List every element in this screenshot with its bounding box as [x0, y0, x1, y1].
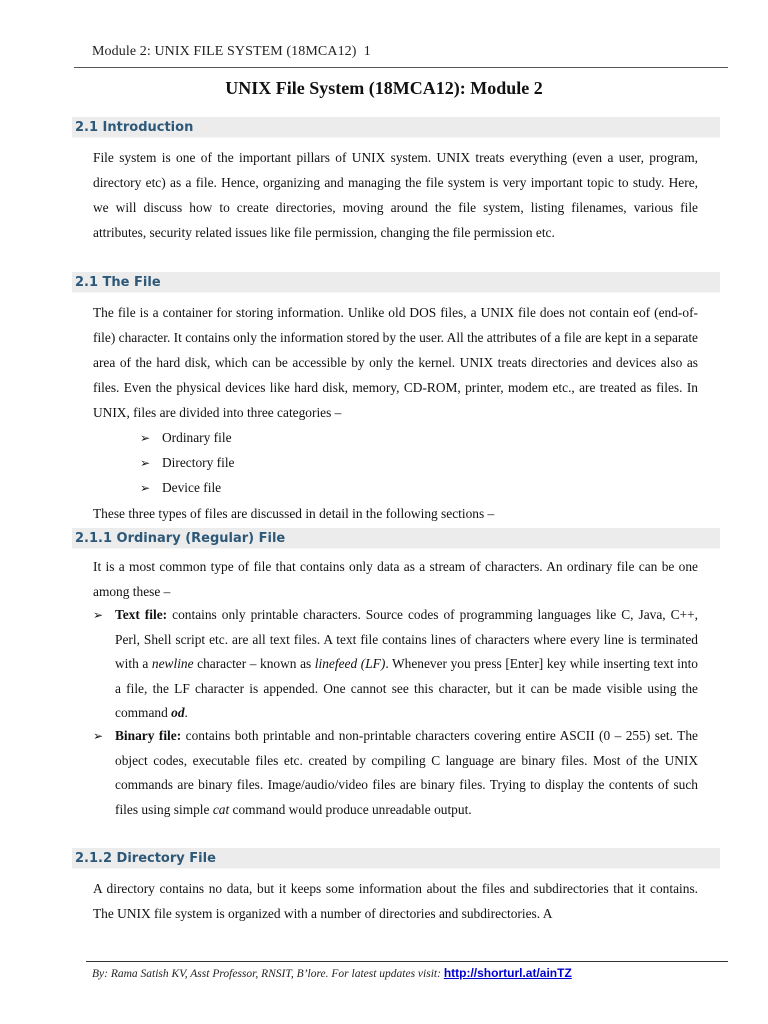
category-ordinary: Ordinary file [162, 430, 232, 445]
page-number: 1 [363, 44, 371, 59]
text-file-description [115, 603, 698, 726]
file-types-closing: These three types of files are discussed in detail in the following sections – [93, 506, 495, 521]
section-heading-ordinary-file: 2.1.1 Ordinary (Regular) File [72, 528, 720, 549]
running-header [92, 44, 371, 60]
file-categories-list [140, 425, 235, 500]
text-file-item [93, 603, 698, 726]
list-item [140, 475, 235, 500]
category-directory: Directory file [162, 455, 235, 470]
arrow-bullet-icon: ➢ [93, 729, 104, 743]
the-file-paragraph: The file is a container for storing information. Unlike old DOS files, a UNIX file does not contain eof (end-of-file) character. It contains only the information stored by the user. All the attributes of a file are kept in a separate area of the hard disk, which can be accessible by only the kernel. UNIX treats directories and devices also as files. Even the physical devices like hard disk, memory, CD-ROM, printer, modem etc., are treated as files. In UNIX, files are divided into three categories – [93, 305, 698, 420]
list-item [140, 425, 235, 450]
footer-credit: By: Rama Satish KV, Asst Professor, RNSIT, B’lore. For latest updates visit: [92, 968, 444, 980]
od-command: od [171, 705, 185, 720]
arrow-bullet-icon: ➢ [140, 481, 151, 495]
cat-command: cat [212, 801, 230, 817]
binary-file-part1: contains both printable and non-printable characters covering entire ASCII (0 – 255) set. The object codes, executable files etc. created by compiling C language are binary files. Most of the UNIX commands are binary files. Image/audio/video files are binary files. Trying to display the contents of such files using simple [115, 728, 698, 817]
section-heading-directory-file: 2.1.2 Directory File [72, 848, 720, 869]
header-rule [74, 67, 728, 68]
arrow-bullet-icon: ➢ [140, 456, 151, 470]
section-heading-introduction: 2.1 Introduction [72, 117, 720, 138]
arrow-bullet-icon: ➢ [140, 431, 151, 445]
linefeed-term: linefeed (LF) [314, 656, 386, 671]
newline-term: newline [151, 656, 194, 671]
running-header-title: Module 2: UNIX FILE SYSTEM (18MCA12) [92, 44, 357, 59]
footer-rule [86, 961, 728, 962]
document-title: UNIX File System (18MCA12): Module 2 [225, 78, 543, 98]
arrow-bullet-icon: ➢ [93, 608, 104, 622]
binary-file-item [93, 724, 698, 822]
text-file-label: Text file: [115, 607, 168, 622]
binary-file-part2: command would produce unreadable output. [229, 801, 472, 817]
introduction-paragraph: File system is one of the important pillars of UNIX system. UNIX treats everything (even a user, program, directory etc) as a file. Hence, organizing and managing the file system is very important topic to study. Here, we will discuss how to create directories, moving around the file system, listing filenames, various file attributes, security related issues like file permission, changing the file permission etc. [93, 150, 698, 240]
page-footer [92, 966, 572, 980]
list-item [140, 450, 235, 475]
category-device: Device file [162, 480, 222, 495]
section-heading-the-file: 2.1 The File [72, 272, 720, 293]
updates-link[interactable]: http://shorturl.at/ainTZ [443, 966, 572, 980]
directory-file-paragraph: A directory contains no data, but it keeps some information about the files and subdirectories that it contains. The UNIX file system is organized with a number of directories and subdirectories. A [93, 881, 698, 921]
text-file-part1: contains only printable characters. Source codes of programming languages like C, Java, C++, Perl, Shell script etc. are all text files. A text file contains lines of characters where every line is terminated with a [115, 607, 699, 671]
text-file-part3: . Whenever you press [Enter] key while inserting text into a file, the LF character is appended. One cannot see this character, but it can be made visible using the command [115, 656, 698, 720]
ordinary-file-paragraph: It is a most common type of file that contains only data as a stream of characters. An ordinary file can be one among these – [93, 559, 698, 599]
text-file-part4: . [184, 705, 188, 720]
binary-file-label: Binary file: [115, 728, 182, 743]
binary-file-description [115, 724, 698, 822]
text-file-part2: character – known as [193, 656, 315, 671]
